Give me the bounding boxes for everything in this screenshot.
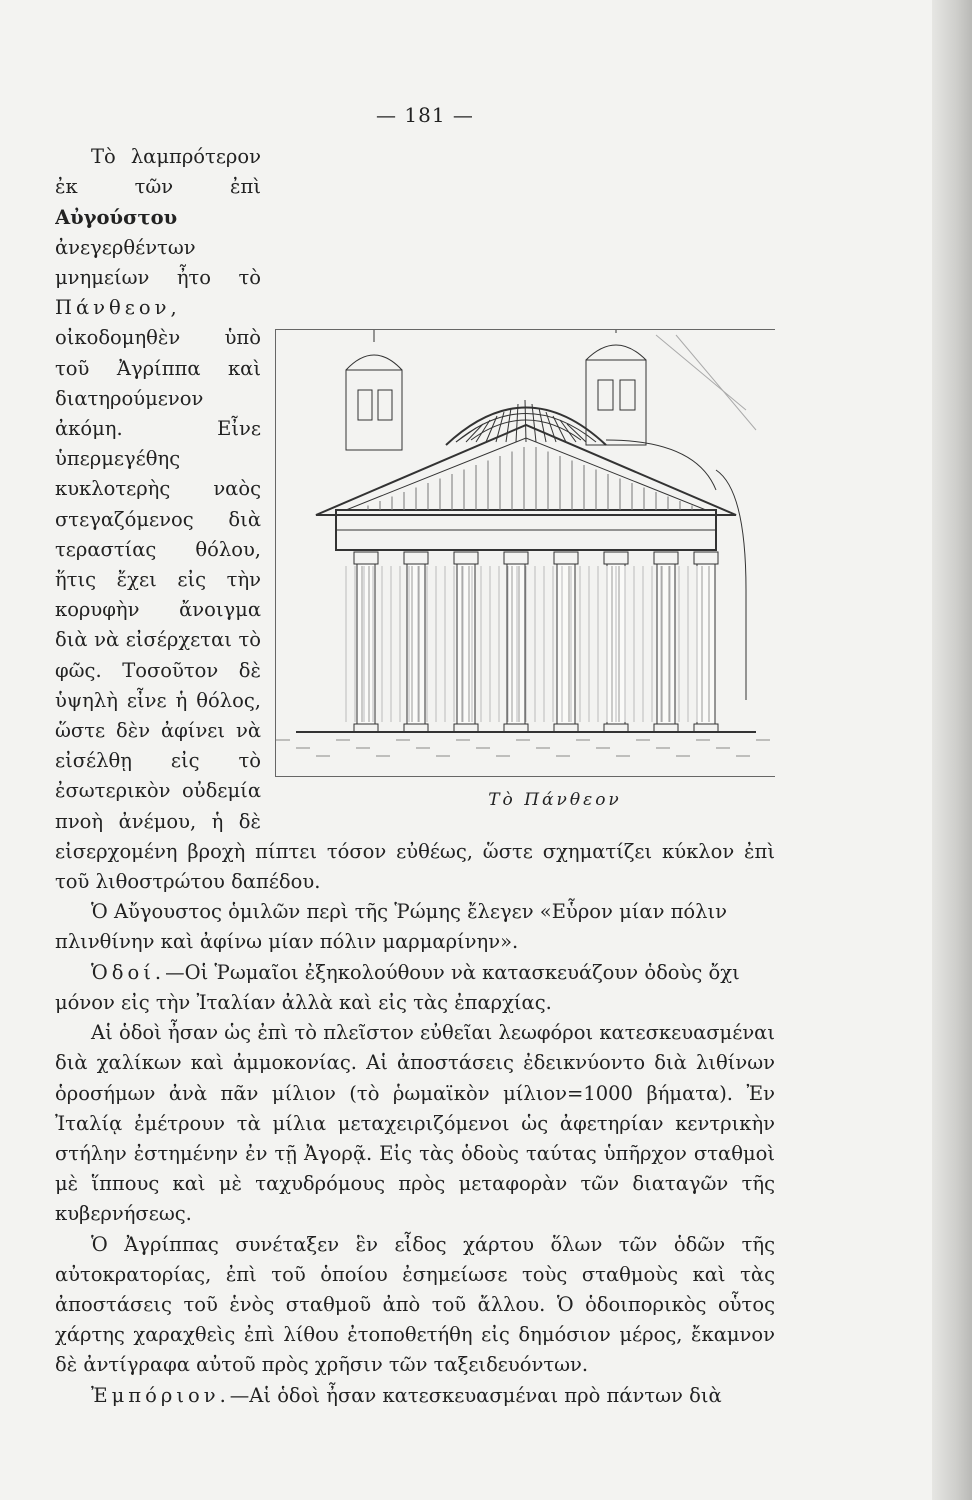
- figure-caption: Τὸ Πάνθεον: [488, 790, 622, 811]
- figure-block: [55, 142, 775, 1018]
- book-page: [55, 100, 775, 1411]
- page-number: — 181 —: [376, 103, 474, 127]
- page-edge: [932, 0, 972, 1500]
- intro-text-1: Τὸ λαμπρότερον ἐκ τῶν ἐπὶ: [55, 145, 261, 199]
- augustus-bold: Αὐγούστου: [55, 205, 178, 229]
- intro-text-2: ἀνεγερθέντων μνημείων ἦτο τὸ: [55, 235, 261, 290]
- pantheon-figure: [275, 329, 775, 815]
- commerce-paragraph-text: Ἐμπόριον.: [91, 1383, 230, 1407]
- roads-detail-paragraph: [55, 1018, 775, 1229]
- augustus-quote-paragraph: [55, 897, 775, 957]
- commerce-paragraph: [55, 1381, 775, 1411]
- roads-paragraph-text: —Οἱ Ῥωμαῖοι ἐξηκολούθουν νὰ κατασκευάζουν ὁδοὺς ὄχι μόνον εἰς τὴν Ἰταλίαν ἀλλὰ καὶ εἰς τὰς ἐπαρχίας.: [55, 960, 740, 1014]
- map-paragraph: [55, 1230, 775, 1381]
- pantheon-engraving-icon: [275, 329, 775, 777]
- intro-text-3: , οἰκοδομηθὲν ὑπὸ τοῦ Ἀγρίππα καὶ διατηρούμενον ἀκόμη. Εἶνε ὑπερμεγέθης κυκλοτερὴς ναὸς στεγαζόμενος διὰ τεραστίας θόλου, ἥτις ἔχει εἰς τὴν κορυφὴν ἄνοιγμα διὰ νὰ εἰσέρχεται τὸ φῶς. Τοσοῦτον δὲ ὑψηλὴ εἶνε ἡ θόλος, ὥστε δὲν ἀφίνει νὰ εἰσέλθῃ εἰς τὸ ἐσωτερικὸν οὐδεμία πνοὴ ἀνέμου, ἡ δὲ εἰσερχομένη βροχὴ πίπτει τόσον εὐθέως, ὥστε σχηματίζει κύκλον ἐπὶ τοῦ λιθοστρώτου δαπέδου.: [55, 296, 775, 894]
- commerce-paragraph-text: —Αἱ ὁδοὶ ἦσαν κατεσκευασμέναι πρὸ πάντων διὰ: [229, 1383, 722, 1407]
- roads-paragraph: [55, 958, 775, 1018]
- map-paragraph-text: Ὁ Ἀγρίππας συνέταξεν ἓν εἶδος χάρτου ὅλων τῶν ὁδῶν τῆς αὐτοκρατορίας, ἐπὶ τοῦ ὁποίου ἐσημείωσε τοὺς σταθμοὺς καὶ τὰς ἀποστάσεις τοῦ ἑνὸς σταθμοῦ ἀπὸ τοῦ ἄλλου. Ὁ ὁδοιπορικὸς οὗτος χάρτης χαραχθεὶς ἐπὶ λίθου ἐτοποθετήθη εἰς δημόσιον μέρος, ἔκαμνον δὲ ἀντίγραφα αὐτοῦ πρὸς χρῆσιν τῶν ταξειδευόντων.: [55, 1232, 775, 1377]
- pantheon-spaced: Πάνθεον: [55, 296, 171, 320]
- roads-detail-paragraph-text: Αἱ ὁδοὶ ἦσαν ὡς ἐπὶ τὸ πλεῖστον εὐθεῖαι λεωφόροι κατεσκευασμέναι διὰ χαλίκων καὶ ἀμμοκονίας. Αἱ ἀποστάσεις ἐδεικνύοντο διὰ λιθίνων ὁροσήμων ἀνὰ πᾶν μίλιον (τὸ ῥωμαϊκὸν μίλιον=1000 βήματα). Ἐν Ἰταλίᾳ ἐμέτρουν τὰ μίλια μεταχειριζόμενοι ὡς ἀφετηρίαν κεντρικὴν στήλην ἐστημένην ἐν τῇ Ἀγορᾷ. Εἰς τὰς ὁδοὺς ταύτας ὑπῆρχον σταθμοὶ μὲ ἵππους καὶ μὲ ταχυδρόμους πρὸς μεταφορὰν τῶν διαταγῶν τῆς κυβερνήσεως.: [55, 1021, 775, 1226]
- roads-paragraph-text: Ὁδοί.: [91, 960, 166, 984]
- augustus-quote-paragraph-text: Ὁ Αὔγουστος ὁμιλῶν περὶ τῆς Ῥώμης ἔλεγεν «Εὗρον μίαν πόλιν πλινθίνην καὶ ἀφίνω μίαν πόλιν μαρμαρίνην».: [55, 900, 728, 954]
